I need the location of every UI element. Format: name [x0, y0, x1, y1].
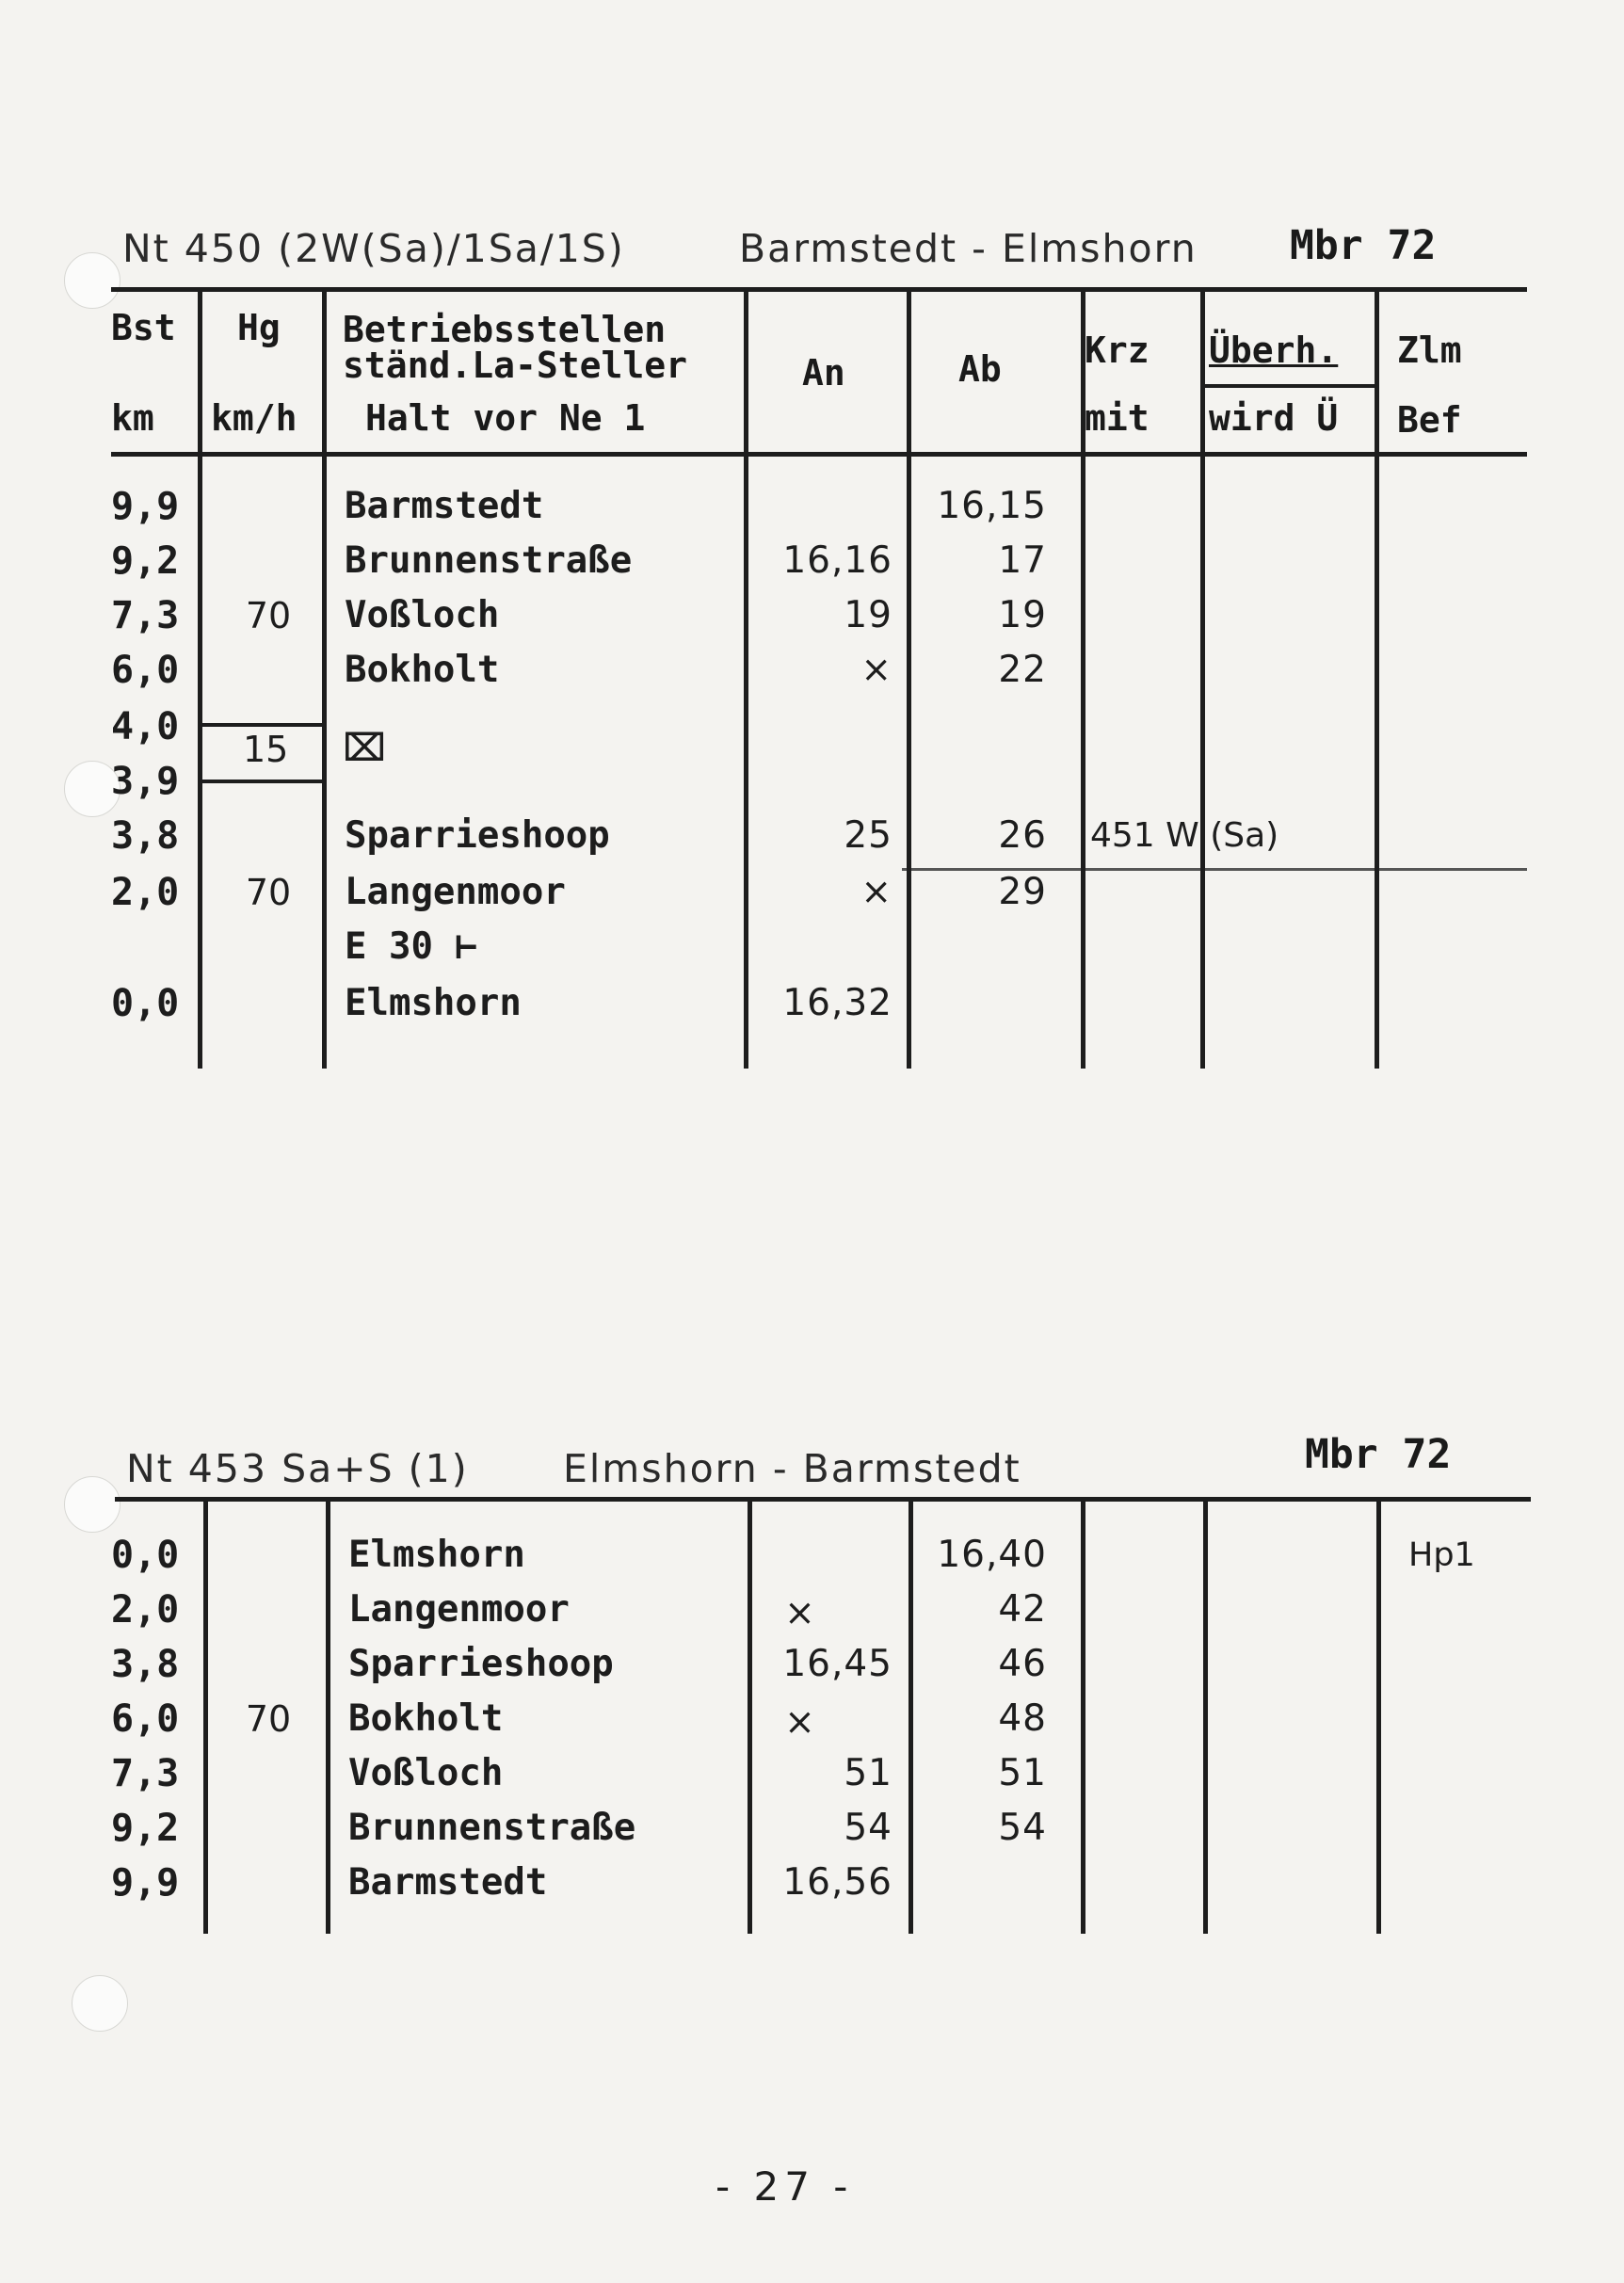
arrival-cell: × — [860, 649, 892, 691]
speed-cell: 70 — [245, 872, 292, 913]
km-cell: 3,8 — [111, 814, 180, 858]
header-bst: Bst — [111, 307, 176, 348]
station-cell: Brunnenstraße — [345, 539, 633, 582]
speed-cell: 70 — [245, 1698, 292, 1740]
header-betrieb-3: Halt vor Ne 1 — [365, 397, 646, 439]
speed-cell: 70 — [245, 595, 292, 636]
header-hg: Hg — [237, 307, 281, 348]
train-number-title: Nt 450 (2W(Sa)/1Sa/1S) — [122, 226, 625, 271]
header-kmh: km/h — [211, 397, 297, 439]
arrival-cell: 16,45 — [782, 1643, 892, 1685]
km-cell: 2,0 — [111, 1588, 180, 1632]
col-divider-uberh — [1375, 292, 1379, 1069]
col-divider-uberh — [1376, 1501, 1381, 1934]
route-title: Barmstedt - Elmshorn — [739, 226, 1198, 271]
station-cell: Bokholt — [348, 1697, 504, 1740]
col-divider-krz — [1203, 1501, 1208, 1934]
col-divider-hg — [326, 1501, 330, 1934]
km-cell: 3,8 — [111, 1643, 180, 1686]
km-cell: 9,9 — [111, 1861, 180, 1905]
departure-cell: 22 — [998, 649, 1047, 691]
km-cell: 9,2 — [111, 539, 180, 583]
punch-hole-bottom — [72, 1975, 128, 2032]
restriction-speed: 15 — [243, 729, 289, 770]
arrival-cell: 19 — [844, 594, 892, 636]
col-divider-km — [203, 1501, 208, 1934]
header-betrieb-1: Betriebsstellen — [343, 309, 667, 350]
col-divider-km — [198, 292, 202, 1069]
station-cell: Barmstedt — [348, 1861, 548, 1904]
station-cell: Voßloch — [348, 1752, 504, 1794]
station-cell: Langenmoor — [348, 1588, 570, 1631]
departure-cell: 54 — [998, 1807, 1047, 1849]
crossing-cell: 451 W (Sa) — [1090, 816, 1279, 855]
departure-cell: 26 — [998, 814, 1047, 857]
station-cell: Elmshorn — [345, 982, 522, 1024]
km-cell: 3,9 — [111, 760, 180, 803]
col-divider-station — [748, 1501, 752, 1934]
departure-cell: 42 — [998, 1588, 1047, 1631]
arrival-cell: × — [784, 1592, 816, 1634]
km-cell: 6,0 — [111, 1697, 180, 1741]
signal-cell: E 30 ⊢ — [345, 925, 477, 968]
arrival-cell: 54 — [844, 1807, 892, 1849]
header-uberh: Überh. — [1209, 330, 1339, 371]
km-cell: 6,0 — [111, 649, 180, 692]
km-cell: 2,0 — [111, 871, 180, 914]
station-cell: Elmshorn — [348, 1534, 525, 1576]
departure-cell: 46 — [998, 1643, 1047, 1685]
departure-cell: 29 — [998, 871, 1047, 913]
header-wird: wird Ü — [1209, 397, 1339, 439]
train-number-title: Nt 453 Sa+S (1) — [126, 1446, 469, 1491]
departure-cell: 16,15 — [937, 485, 1047, 527]
arrival-cell: 25 — [844, 814, 892, 857]
col-divider-ab — [1081, 1501, 1085, 1934]
zlm-cell: Hp1 — [1408, 1536, 1475, 1574]
departure-cell: 48 — [998, 1697, 1047, 1740]
arrival-cell: 51 — [844, 1752, 892, 1794]
departure-cell: 16,40 — [937, 1534, 1047, 1576]
departure-cell: 51 — [998, 1752, 1047, 1794]
punch-hole-second-table — [64, 1476, 121, 1533]
mbr-label: Mbr 72 — [1305, 1431, 1452, 1478]
header-krz: Krz — [1085, 330, 1150, 371]
header-betrieb-2: ständ.La-Steller — [343, 345, 688, 386]
station-cell: Sparrieshoop — [345, 814, 610, 857]
km-cell: 9,2 — [111, 1807, 180, 1850]
col-divider-krz — [1200, 292, 1205, 1069]
header-zlm: Zlm — [1397, 330, 1462, 371]
header-ab: Ab — [958, 348, 1002, 390]
restriction-box-bottom — [198, 780, 327, 783]
km-cell: 7,3 — [111, 1752, 180, 1795]
arrival-cell: 16,56 — [782, 1861, 892, 1904]
km-cell: 7,3 — [111, 594, 180, 637]
departure-cell: 17 — [998, 539, 1047, 582]
km-cell: 4,0 — [111, 705, 180, 748]
route-title: Elmshorn - Barmstedt — [563, 1446, 1021, 1491]
station-cell: Sparrieshoop — [348, 1643, 614, 1685]
arrival-cell: × — [860, 871, 892, 913]
restriction-sign-icon: ⌧ — [343, 727, 387, 770]
departure-cell: 19 — [998, 594, 1047, 636]
header-an: An — [802, 352, 845, 394]
km-cell: 0,0 — [111, 982, 180, 1025]
arrival-cell: × — [784, 1701, 816, 1744]
station-cell: Brunnenstraße — [348, 1807, 636, 1849]
station-cell: Barmstedt — [345, 485, 544, 527]
uberh-divider — [1203, 384, 1376, 388]
col-divider-hg — [322, 292, 327, 1069]
mbr-label: Mbr 72 — [1290, 222, 1437, 269]
arrival-cell: 16,16 — [782, 539, 892, 582]
restriction-box-top — [198, 723, 327, 727]
header-bef: Bef — [1397, 399, 1462, 441]
header-mit: mit — [1085, 397, 1150, 439]
km-cell: 0,0 — [111, 1534, 180, 1577]
col-divider-station — [744, 292, 748, 1069]
km-cell: 9,9 — [111, 485, 180, 528]
station-cell: Langenmoor — [345, 871, 566, 913]
punch-hole-top — [64, 252, 121, 309]
arrival-cell: 16,32 — [782, 982, 892, 1024]
header-km: km — [111, 397, 154, 439]
station-cell: Bokholt — [345, 649, 500, 691]
page-number: - 27 - — [716, 2163, 854, 2210]
station-cell: Voßloch — [345, 594, 500, 636]
